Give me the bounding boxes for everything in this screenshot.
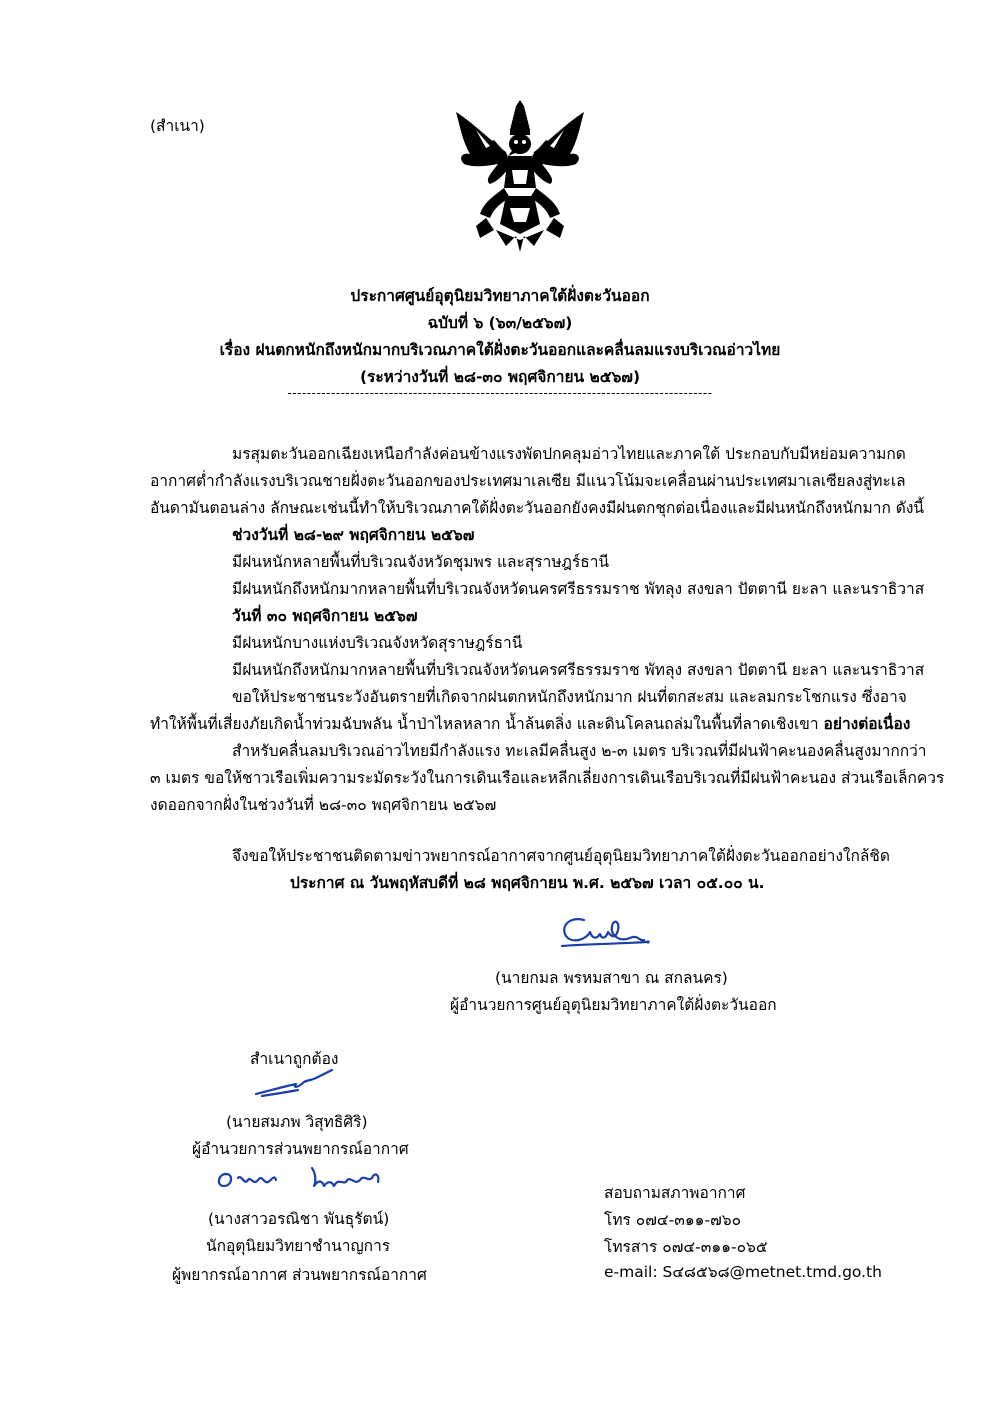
header-subject: เรื่อง ฝนตกหนักถึงหนักมากบริเวณภาคใต้ฝั่งตะวันออกและคลื่นลมแรงบริเวณอ่าวไทย [219, 341, 781, 359]
announcement-date: ประกาศ ณ วันพฤหัสบดีที่ ๒๘ พฤศจิกายน พ.ศ. ๒๕๖๗ เวลา ๐๕.๐๐ น. [290, 874, 765, 892]
body-paragraph-line: อากาศต่ำกำลังแรงบริเวณชายฝั่งตะวันออกของประเทศมาเลเซีย มีแนวโน้มจะเคลื่อนผ่านประเทศมาเลเซียลงสู่ทะเล [150, 472, 906, 490]
contact-email[interactable]: e-mail: S๔๘๕๖๘@metnet.tmd.go.th [604, 1263, 882, 1281]
header-period: (ระหว่างวันที่ ๒๘-๓๐ พฤศจิกายน ๒๕๖๗) [359, 368, 641, 386]
header-issue: ฉบับที่ ๖ (๖๓/๒๕๖๗) [427, 314, 573, 332]
director-name: (นายกมล พรหมสาขา ณ สกลนคร) [495, 969, 728, 987]
body-paragraph-line: อันดามันตอนล่าง ลักษณะเช่นนี้ทำให้บริเวณภาคใต้ฝั่งตะวันออกยังคงมีฝนตกชุกต่อเนื่องและมีฝนหนักถึงหนักมาก ดังนี้ [150, 499, 924, 517]
period1-line: มีฝนหนักถึงหนักมากหลายพื้นที่บริเวณจังหวัดนครศรีธรรมราช พัทลุง สงขลา ปัตตานี ยะลา และนราธิวาส [232, 580, 925, 598]
director-signature [556, 908, 656, 956]
garuda-emblem-icon [450, 100, 590, 252]
wave-line: ๓ เมตร ขอให้ชาวเรือเพิ่มความระมัดระวังในการเดินเรือและหลีกเลี่ยงการเดินเรือบริเวณที่มีฝนฟ้าคะนอง ส่วนเรือเล็กควร [150, 769, 945, 787]
certifier-position: ผู้อำนวยการส่วนพยากรณ์อากาศ [192, 1140, 409, 1158]
copy-label: (สำเนา) [150, 117, 205, 135]
period2-title: วันที่ ๓๐ พฤศจิกายน ๒๕๖๗ [232, 607, 418, 625]
period2-line: มีฝนหนักถึงหนักมากหลายพื้นที่บริเวณจังหวัดนครศรีธรรมราช พัทลุง สงขลา ปัตตานี ยะลา และนราธิวาส [232, 661, 925, 679]
period1-line: มีฝนหนักหลายพื้นที่บริเวณจังหวัดชุมพร และสุราษฎร์ธานี [232, 553, 610, 571]
warning-emphasis: อย่างต่อเนื่อง [823, 715, 911, 733]
period2-line: มีฝนหนักบางแห่งบริเวณจังหวัดสุราษฎร์ธานี [232, 634, 523, 652]
closing-line: จึงขอให้ประชาชนติดตามข่าวพยากรณ์อากาศจากศูนย์อุตุนิยมวิทยาภาคใต้ฝั่งตะวันออกอย่างใกล้ชิด [232, 847, 890, 865]
forecaster-department: ผู้พยากรณ์อากาศ ส่วนพยากรณ์อากาศ [172, 1266, 427, 1284]
contact-fax: โทรสาร ๐๗๔-๓๑๑-๐๖๕ [604, 1238, 768, 1256]
certified-label: สำเนาถูกต้อง [250, 1050, 339, 1068]
forecaster-title: นักอุตุนิยมวิทยาชำนาญการ [206, 1237, 391, 1255]
certifier-signature [252, 1066, 334, 1100]
contact-title: สอบถามสภาพอากาศ [604, 1184, 746, 1202]
wave-line: งดออกจากฝั่งในช่วงวันที่ ๒๘-๓๐ พฤศจิกายน ๒๕๖๗ [150, 796, 497, 814]
warning-text: ทำให้พื้นที่เสี่ยงภัยเกิดน้ำท่วมฉับพลัน น้ำป่าไหลหลาก น้ำล้นตลิ่ง และดินโคลนถล่มในพื้นที่ลาดเชิงเขา [150, 715, 824, 733]
forecaster-signature [212, 1160, 392, 1196]
header-title: ประกาศศูนย์อุตุนิยมวิทยาภาคใต้ฝั่งตะวันออก [350, 287, 650, 305]
forecaster-name: (นางสาวอรณิชา พันธุรัตน์) [208, 1210, 390, 1228]
warning-line: ขอให้ประชาชนระวังอันตรายที่เกิดจากฝนตกหนักถึงหนักมาก ฝนที่ตกสะสม และลมกระโชกแรง ซึ่งอาจ [232, 688, 907, 706]
body-paragraph-line: มรสุมตะวันออกเฉียงเหนือกำลังค่อนข้างแรงพัดปกคลุมอ่าวไทยและภาคใต้ ประกอบกับมีหย่อมความกด [232, 445, 906, 463]
certifier-name: (นายสมภพ วิสุทธิศิริ) [226, 1113, 368, 1131]
period1-title: ช่วงวันที่ ๒๘-๒๙ พฤศจิกายน ๒๕๖๗ [232, 526, 475, 544]
contact-phone: โทร ๐๗๔-๓๑๑-๗๖๐ [604, 1211, 742, 1229]
director-position: ผู้อำนวยการศูนย์อุตุนิยมวิทยาภาคใต้ฝั่งตะวันออก [450, 996, 777, 1014]
warning-line [150, 711, 910, 736]
wave-line: สำหรับคลื่นลมบริเวณอ่าวไทยมีกำลังแรง ทะเลมีคลื่นสูง ๒-๓ เมตร บริเวณที่มีฝนฟ้าคะนองคลื่นสูงมากกว่า [232, 742, 927, 760]
header-divider: ---------------------------------------------------------------------------------------- [287, 386, 713, 400]
